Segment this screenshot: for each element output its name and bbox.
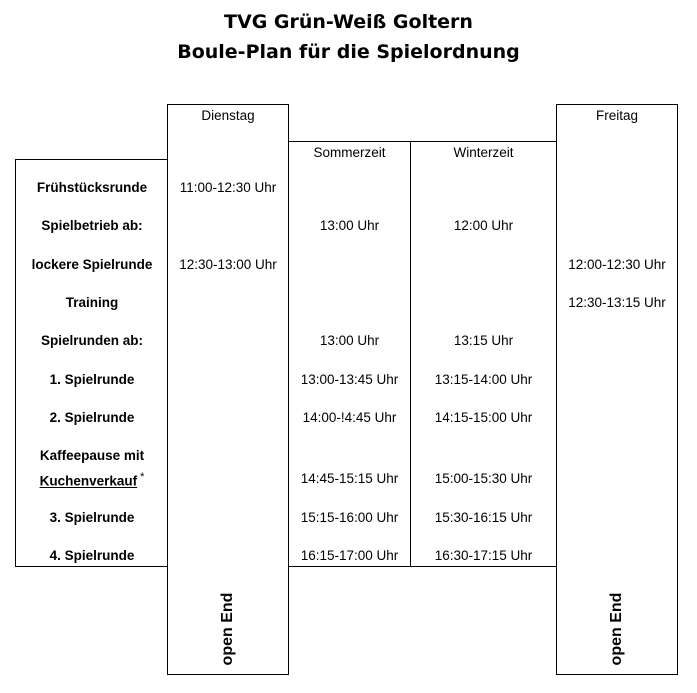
- kuchenverkauf-label: Kuchenverkauf: [39, 473, 138, 489]
- header-sommerzeit: Sommerzeit: [313, 145, 386, 160]
- row-label: Spielrunden ab:: [40, 333, 143, 348]
- sommerzeit-cell: 13:00 Uhr: [319, 333, 380, 348]
- winterzeit-cell: 14:15-15:00 Uhr: [434, 410, 533, 425]
- row-label: Frühstücksrunde: [36, 180, 148, 195]
- winterzeit-cell: 15:00-15:30 Uhr: [434, 471, 533, 486]
- sommerzeit-cell: 14:45-15:15 Uhr: [300, 471, 399, 486]
- row-label: 2. Spielrunde: [49, 410, 135, 425]
- winterzeit-cell: 13:15 Uhr: [453, 333, 514, 348]
- dienstag-cell: 11:00-12:30 Uhr: [179, 180, 277, 195]
- sommerzeit-cell: 16:15-17:00 Uhr: [300, 548, 399, 563]
- row-label: lockere Spielrunde: [31, 257, 153, 272]
- sommerzeit-cell: 14:00-!4:45 Uhr: [302, 410, 397, 425]
- winterzeit-cell: 15:30-16:15 Uhr: [434, 510, 533, 525]
- header-dienstag: Dienstag: [201, 108, 255, 123]
- row-label: Training: [65, 295, 119, 310]
- sommerzeit-cell: 13:00 Uhr: [319, 218, 380, 233]
- winterzeit-cell: 13:15-14:00 Uhr: [434, 372, 533, 387]
- open-end-freitag: open End: [608, 592, 625, 666]
- sommerzeit-cell: 15:15-16:00 Uhr: [300, 510, 399, 525]
- row-label: Kaffeepause mit: [39, 448, 145, 463]
- row-label: 3. Spielrunde: [49, 510, 135, 525]
- row-label: Spielbetrieb ab:: [41, 218, 143, 233]
- plan-title: Boule-Plan für die Spielordnung: [177, 41, 520, 63]
- sommerzeit-cell: 13:00-13:45 Uhr: [300, 372, 399, 387]
- dienstag-cell: 12:30-13:00 Uhr: [179, 257, 277, 272]
- header-winterzeit: Winterzeit: [453, 145, 514, 160]
- open-end-dienstag: open End: [219, 592, 236, 666]
- freitag-cell: 12:00-12:30 Uhr: [568, 257, 666, 272]
- asterisk-footnote: *: [140, 471, 145, 483]
- row-label: 4. Spielrunde: [49, 548, 135, 563]
- winterzeit-cell: 12:00 Uhr: [453, 218, 514, 233]
- winterzeit-column-box: [410, 141, 557, 567]
- row-label-kuchen: [16, 471, 168, 489]
- freitag-cell: 12:30-13:15 Uhr: [568, 295, 666, 310]
- club-title: TVG Grün-Weiß Goltern: [224, 11, 473, 33]
- winterzeit-cell: 16:30-17:15 Uhr: [434, 548, 533, 563]
- sommerzeit-column-box: [288, 141, 411, 567]
- row-label: 1. Spielrunde: [49, 372, 135, 387]
- header-freitag: Freitag: [595, 108, 639, 123]
